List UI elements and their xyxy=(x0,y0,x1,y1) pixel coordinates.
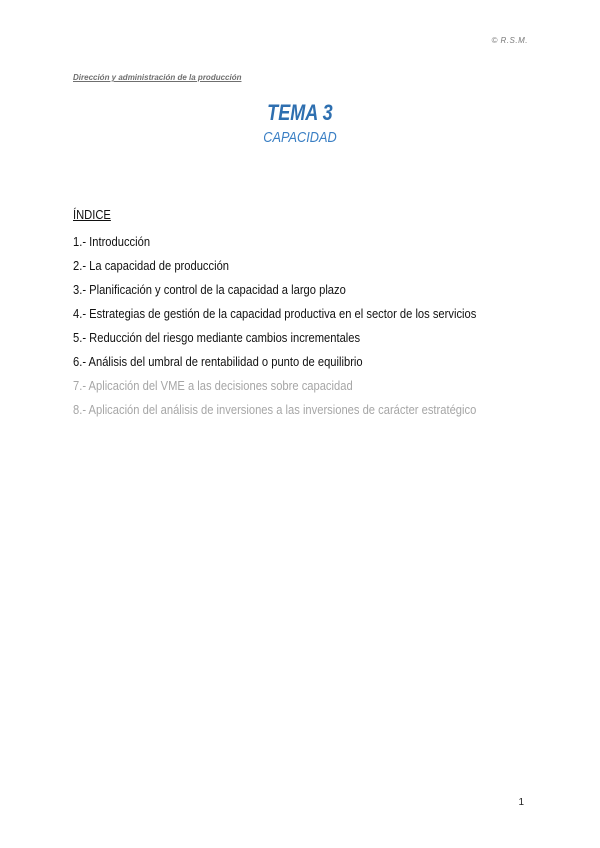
page-subtitle: CAPACIDAD xyxy=(263,129,337,146)
index-heading: ÍNDICE xyxy=(73,207,111,222)
index-item-3: 3.- Planificación y control de la capacidad a largo plazo xyxy=(73,282,346,297)
copyright-note: © R.S.M. xyxy=(491,36,528,45)
index-item-5: 5.- Reducción del riesgo mediante cambios incrementales xyxy=(73,330,361,345)
page-title: TEMA 3 xyxy=(267,100,333,125)
title-block xyxy=(0,100,600,148)
title-wrapper xyxy=(0,100,600,126)
index-item-4: 4.- Estrategias de gestión de la capacidad productiva en el sector de los servicios xyxy=(73,306,477,321)
index-item-8: 8.- Aplicación del análisis de inversiones a las inversiones de carácter estratégico xyxy=(73,402,477,417)
index-item-2: 2.- La capacidad de producción xyxy=(73,258,230,273)
table-of-contents xyxy=(73,206,533,422)
document-header: Dirección y administración de la producción xyxy=(73,73,242,82)
page-number: 1 xyxy=(518,797,524,808)
index-item-6: 6.- Análisis del umbral de rentabilidad o punto de equilibrio xyxy=(73,354,363,369)
index-item-1: 1.- Introducción xyxy=(73,234,151,249)
index-item-7: 7.- Aplicación del VME a las decisiones sobre capacidad xyxy=(73,378,353,393)
index-list xyxy=(73,230,533,422)
